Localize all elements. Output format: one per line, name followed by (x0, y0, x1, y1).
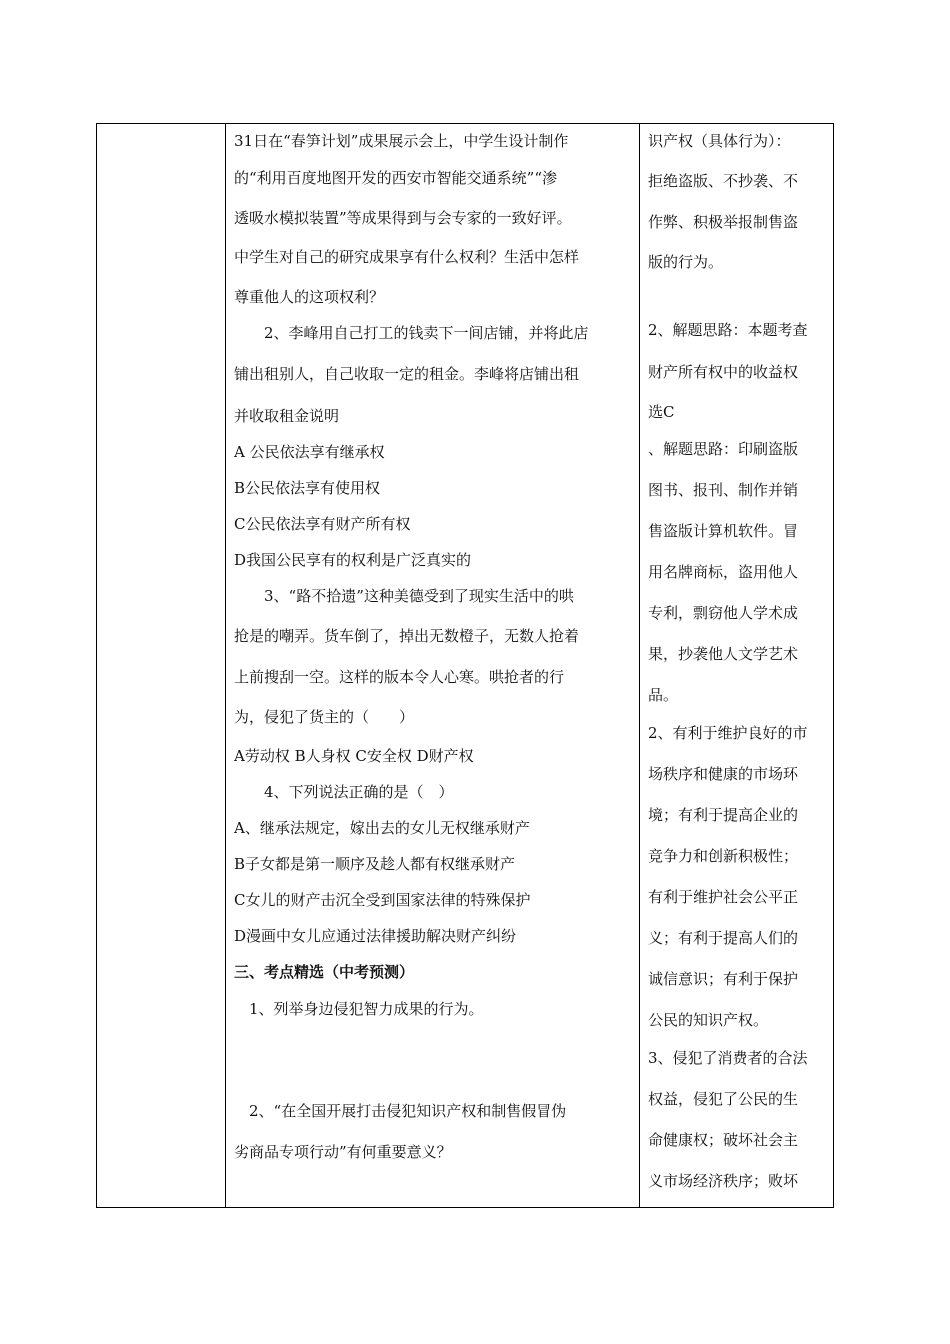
text-line: 4、下列说法正确的是（ ） (234, 783, 454, 801)
content-table (96, 123, 834, 1208)
answer-line: 图书、报刊、制作并销 (648, 481, 799, 499)
answer-line: 诚信意识；有利于保护 (648, 970, 799, 988)
answer-line: 场秩序和健康的市场环 (648, 765, 799, 783)
option-line: B子女都是第一顺序及趁人都有权继承财产 (234, 855, 516, 873)
answer-line: 版的行为。 (648, 253, 724, 271)
answer-line: 、解题思路：印刷盗版 (648, 440, 799, 458)
answer-line: 竞争力和创新积极性； (648, 847, 799, 865)
answer-line: 售盗版计算机软件。冒 (648, 522, 799, 540)
text-line: 透吸水模拟装置”等成果得到与会专家的一致好评。 (234, 209, 572, 227)
option-line: C公民依法享有财产所有权 (234, 515, 411, 533)
text-line: 为，侵犯了货主的（ ） (234, 708, 415, 726)
answer-line: 用名牌商标，盗用他人 (648, 563, 799, 581)
answer-line: 公民的知识产权。 (648, 1011, 769, 1029)
answer-line: 拒绝盗版、不抄袭、不 (648, 172, 799, 190)
section-heading: 三、考点精选（中考预测） (234, 963, 415, 981)
answer-line: 果，抄袭他人文学艺术 (648, 645, 799, 663)
answer-line: 义市场经济秩序；败坏 (648, 1172, 799, 1190)
answer-line: 3、侵犯了消费者的合法 (648, 1049, 808, 1067)
text-line: 铺出租别人，自己收取一定的租金。李峰将店铺出租 (234, 365, 580, 383)
answer-line: 义；有利于提高人们的 (648, 929, 799, 947)
text-line: 上前搜刮一空。这样的版本令人心寒。哄抢者的行 (234, 668, 565, 686)
option-line: A 公民依法享有继承权 (234, 443, 385, 461)
text-line: 劣商品专项行动”有何重要意义？ (234, 1143, 452, 1161)
answer-line: 选C (648, 403, 675, 421)
answer-line: 境；有利于提高企业的 (648, 806, 799, 824)
text-line: 的“利用百度地图开发的西安市智能交通系统”“渗 (234, 169, 558, 187)
text-line: 中学生对自己的研究成果享有什么权利？生活中怎样 (234, 248, 580, 266)
text-line: 1、列举身边侵犯智力成果的行为。 (234, 1000, 484, 1018)
answer-line: 权益，侵犯了公民的生 (648, 1090, 799, 1108)
text-line: 并收取租金说明 (234, 407, 340, 425)
text-line: 2、“在全国开展打击侵犯知识产权和制售假冒伪 (234, 1102, 567, 1120)
answers-column (640, 124, 834, 1207)
text-line: 2、李峰用自己打工的钱卖下一间店铺，并将此店 (234, 324, 589, 342)
answer-line: 识产权（具体行为）： (648, 132, 791, 150)
answer-line: 命健康权；破坏社会主 (648, 1131, 799, 1149)
option-line: A、继承法规定，嫁出去的女儿无权继承财产 (234, 819, 530, 837)
answer-line: 有利于维护社会公平正 (648, 888, 799, 906)
text-line: 尊重他人的这项权利？ (234, 288, 385, 306)
option-line: D我国公民享有的权利是广泛真实的 (234, 551, 472, 569)
option-line: C女儿的财产击沉全受到国家法律的特殊保护 (234, 891, 531, 909)
answer-line: 专利，剽窃他人学术成 (648, 604, 799, 622)
answer-line: 财产所有权中的收益权 (648, 363, 799, 381)
answer-line: 作弊、积极举报制售盗 (648, 213, 799, 231)
answer-line: 品。 (648, 686, 679, 704)
text-line: 3、“路不拾遗”这种美德受到了现实生活中的哄 (234, 587, 574, 605)
questions-column (226, 124, 639, 1207)
answer-line: 2、有利于维护良好的市 (648, 724, 808, 742)
option-line: A劳动权 B人身权 C安全权 D财产权 (234, 747, 474, 765)
answer-line: 2、解题思路：本题考查 (648, 321, 808, 339)
option-line: B公民依法享有使用权 (234, 479, 381, 497)
option-line: D漫画中女儿应通过法律援助解决财产纠纷 (234, 927, 517, 945)
text-line: 31日在“春笋计划”成果展示会上，中学生设计制作 (234, 132, 569, 150)
text-line: 抢是的嘲弄。货车倒了，掉出无数橙子，无数人抢着 (234, 627, 580, 645)
